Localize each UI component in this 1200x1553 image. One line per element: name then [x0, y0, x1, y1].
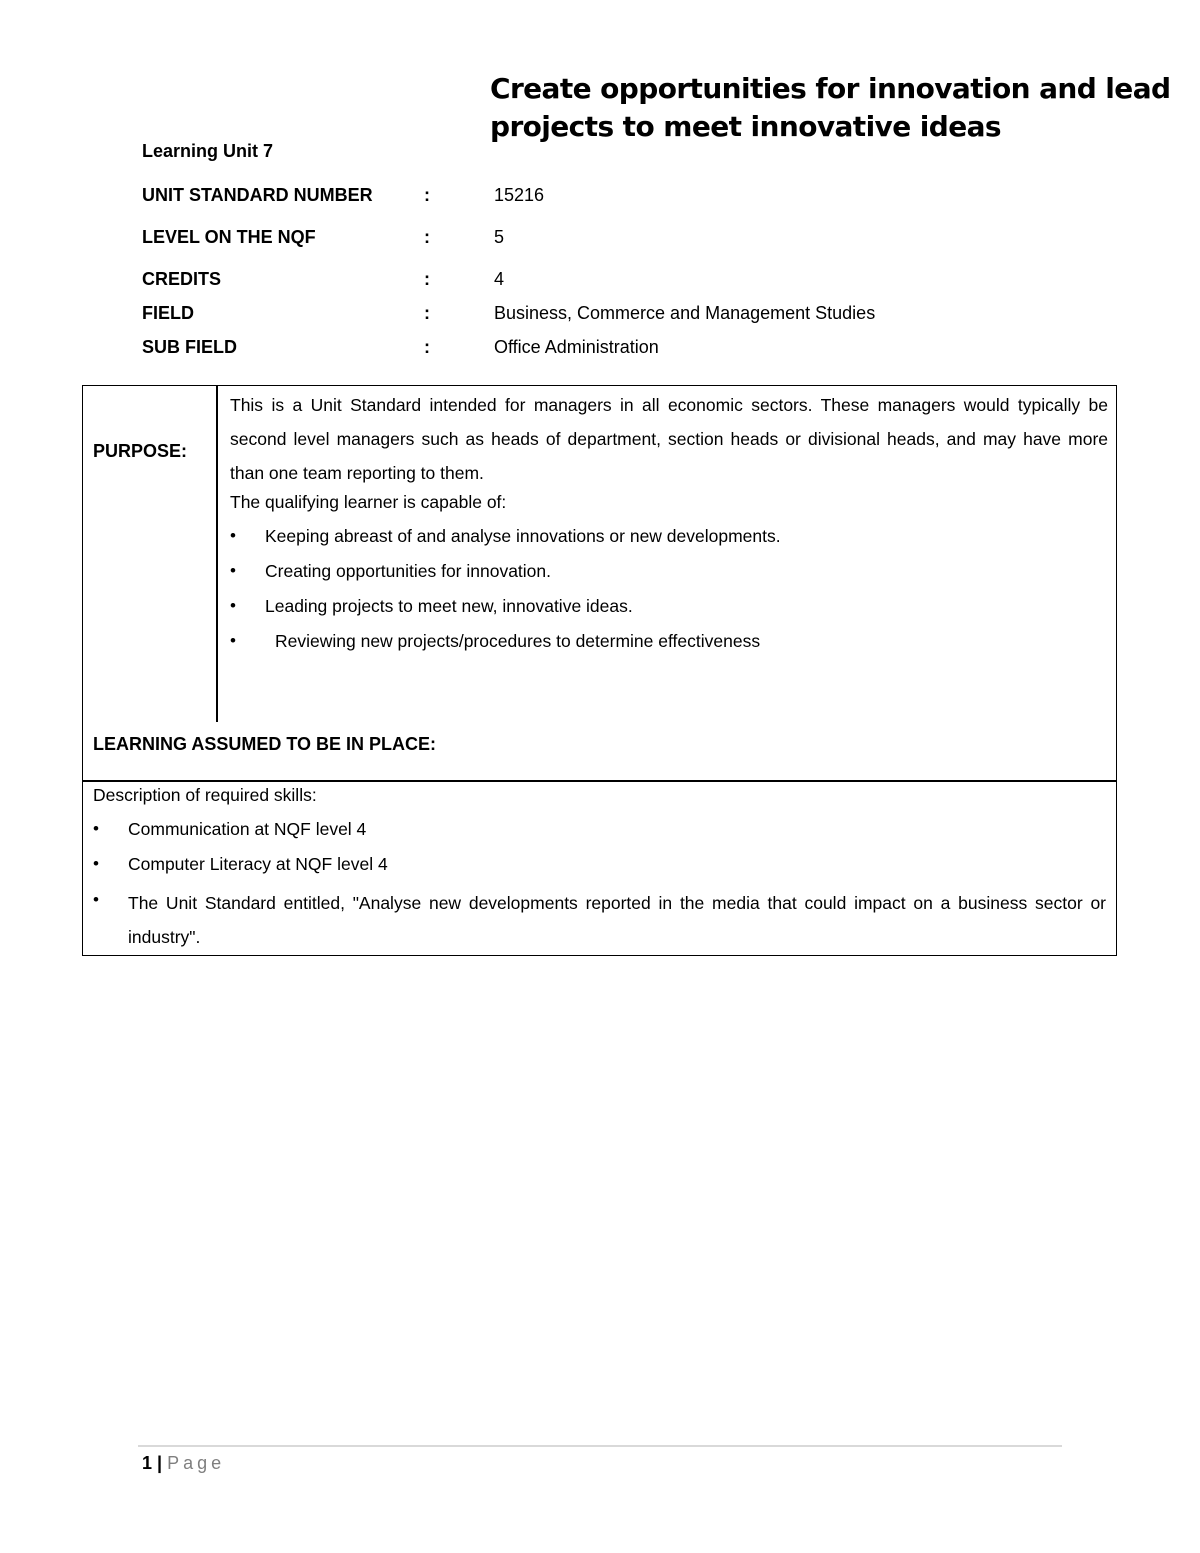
meta-key: UNIT STANDARD NUMBER	[142, 185, 373, 205]
meta-value: 5	[494, 227, 505, 247]
skills-bullet: Communication at NQF level 4	[128, 819, 367, 839]
purpose-bullet: Keeping abreast of and analyse innovations or new developments.	[265, 526, 781, 546]
meta-row-sub-field	[142, 335, 1042, 359]
meta-key: LEVEL ON THE NQF	[142, 227, 316, 247]
meta-colon: :	[424, 337, 430, 357]
bullet-dot-icon: •	[93, 819, 99, 838]
purpose-label: PURPOSE:	[93, 441, 188, 461]
meta-row-field	[142, 301, 1042, 325]
meta-value: 15216	[494, 185, 545, 205]
purpose-bullet: Reviewing new projects/procedures to determine effectiveness	[275, 631, 761, 651]
meta-key: SUB FIELD	[142, 337, 238, 357]
learning-unit-label: Learning Unit 7	[142, 141, 274, 161]
bullet-dot-icon: •	[230, 631, 236, 650]
meta-value: Business, Commerce and Management Studies	[494, 303, 876, 323]
skills-intro: Description of required skills:	[93, 785, 317, 805]
footer-rule	[138, 1445, 1062, 1447]
purpose-intro: The qualifying learner is capable of:	[230, 492, 507, 512]
meta-row-unit-standard	[142, 183, 1042, 207]
document-title: Create opportunities for innovation and lead projects to meet innovative ideas	[490, 72, 1171, 143]
purpose-bullet: Leading projects to meet new, innovative ideas.	[265, 596, 633, 616]
table-column-divider	[216, 385, 218, 722]
meta-colon: :	[424, 303, 430, 323]
footer-separator: |	[157, 1453, 163, 1473]
meta-key: CREDITS	[142, 269, 222, 289]
page-footer	[142, 1453, 225, 1474]
bullet-dot-icon: •	[230, 526, 236, 545]
table-row-divider	[82, 780, 1117, 782]
meta-colon: :	[424, 227, 430, 247]
skills-bullet: The Unit Standard entitled, "Analyse new developments reported in the media that could impact on a business sector or industry".	[128, 893, 1106, 947]
learning-assumed-label: LEARNING ASSUMED TO BE IN PLACE:	[93, 734, 437, 754]
meta-colon: :	[424, 269, 430, 289]
meta-row-credits	[142, 267, 1042, 291]
page-number: 1	[142, 1453, 153, 1473]
meta-row-level	[142, 225, 1042, 249]
page-word: Page	[167, 1453, 226, 1473]
meta-value: Office Administration	[494, 337, 659, 357]
purpose-bullet: Creating opportunities for innovation.	[265, 561, 552, 581]
meta-value: 4	[494, 269, 505, 289]
meta-colon: :	[424, 185, 430, 205]
skills-bullet: Computer Literacy at NQF level 4	[128, 854, 388, 874]
meta-key: FIELD	[142, 303, 194, 323]
bullet-dot-icon: •	[230, 561, 236, 580]
bullet-dot-icon: •	[93, 854, 99, 873]
purpose-paragraph: This is a Unit Standard intended for managers in all economic sectors. These managers would typically be second level managers such as heads of department, section heads or divisional heads, and may have more than one team reporting to them.	[230, 395, 1108, 483]
bullet-dot-icon: •	[93, 890, 99, 909]
bullet-dot-icon: •	[230, 596, 236, 615]
